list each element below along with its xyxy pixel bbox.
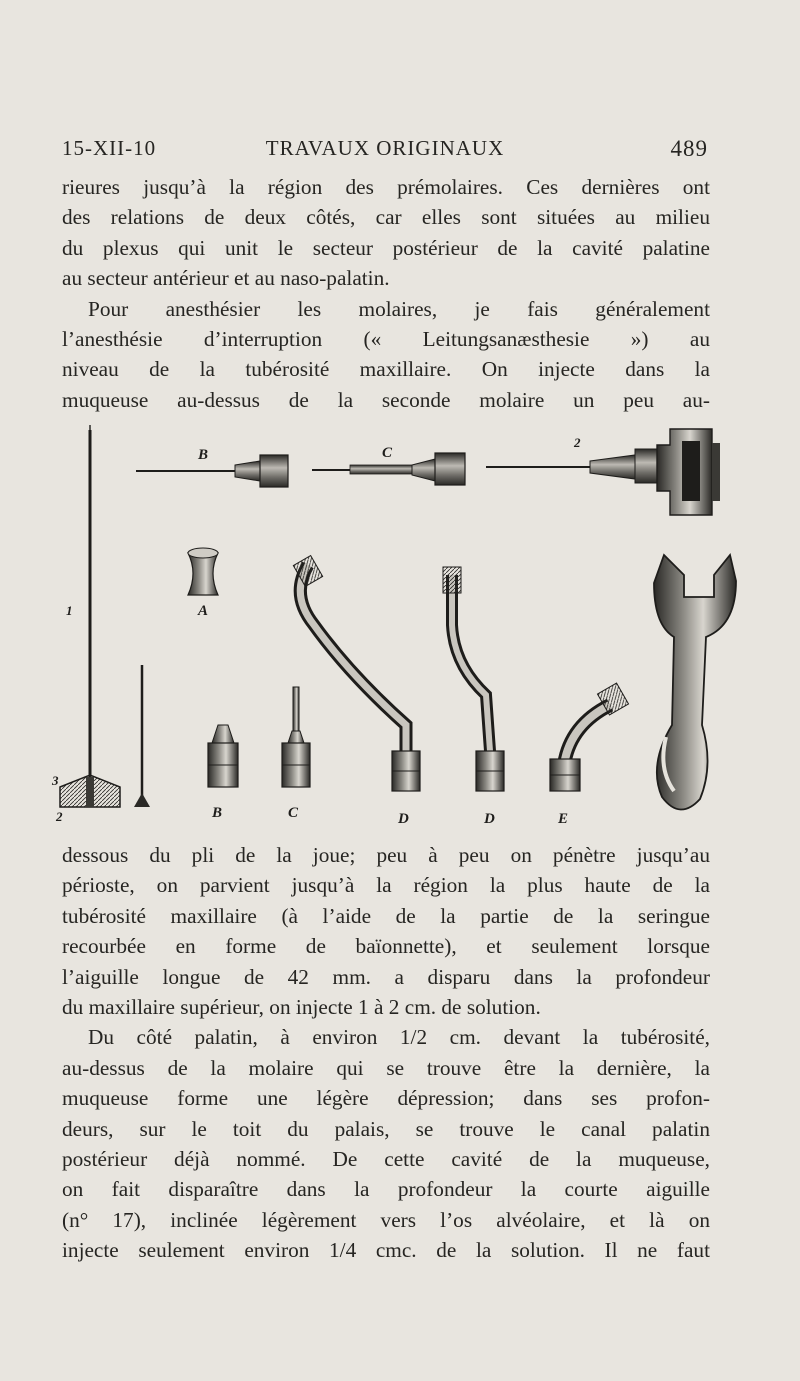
label-1: 1 xyxy=(66,603,73,618)
text-block-top xyxy=(62,172,710,415)
tip-b xyxy=(208,725,238,787)
instrument-illustration xyxy=(50,425,750,835)
label-3: 3 xyxy=(52,773,59,788)
needle-b-horizontal xyxy=(136,455,288,487)
text-line: au-dessus de la molaire qui se trouve être la dernière, la xyxy=(62,1055,710,1080)
text-line: postérieur déjà nommé. De cette cavité de la muqueuse, xyxy=(62,1146,710,1171)
label-c-bottom: C xyxy=(288,805,299,821)
text-line: Pour anesthésier les molaires, je fais généralement xyxy=(88,296,710,321)
header-date: 15-XII-10 xyxy=(62,136,157,160)
label-2-bottom: 2 xyxy=(56,809,63,824)
text-line: niveau de la tubérosité maxillaire. On injecte dans la xyxy=(62,357,710,382)
text-line: dessous du pli de la joue; peu à peu on pénètre jusqu’au xyxy=(62,843,710,867)
text-line: (n° 17), inclinée légèrement vers l’os alvéolaire, et là on xyxy=(62,1207,710,1232)
label-a: A xyxy=(198,603,209,619)
label-b-top: B xyxy=(198,447,209,463)
text-line: muqueuse au-dessus de la seconde molaire un peu au- xyxy=(62,387,710,412)
text-line: tubérosité maxillaire (à l’aide de la partie de la seringue xyxy=(62,903,710,928)
syringe-2 xyxy=(486,429,720,515)
label-d-second: D xyxy=(484,811,495,827)
text-line: du plexus qui unit le secteur postérieur de la cavité palatine xyxy=(62,235,710,260)
running-header xyxy=(62,136,708,168)
tip-d-bayonet-2 xyxy=(443,567,504,791)
wrench xyxy=(654,555,736,810)
label-e: E xyxy=(558,811,569,827)
label-d-first: D xyxy=(398,811,409,827)
tip-c xyxy=(282,687,310,787)
label-b-bottom: B xyxy=(212,805,223,821)
text-line: l’anesthésie d’interruption (« Leitungsanæsthesie ») au xyxy=(62,326,710,351)
cap-a xyxy=(188,548,218,595)
tip-d-bayonet-1 xyxy=(293,556,420,791)
text-line: au secteur antérieur et au naso-palatin. xyxy=(62,266,390,291)
text-line: on fait disparaître dans la profondeur la courte aiguille xyxy=(62,1177,710,1202)
text-line: des relations de deux côtés, car elles sont situées au milieu xyxy=(62,205,710,230)
label-c-top: C xyxy=(382,445,393,461)
text-line: deurs, sur le toit du palais, se trouve le canal palatin xyxy=(62,1116,710,1141)
text-line: du maxillaire supérieur, on injecte 1 à 2 cm. de solution. xyxy=(62,994,541,1019)
text-line: recourbée en forme de baïonnette), et seulement lorsque xyxy=(62,934,710,959)
short-needle-probe xyxy=(134,665,150,807)
text-line: l’aiguille longue de 42 mm. a disparu dans la profondeur xyxy=(62,964,710,989)
text-line: Du côté palatin, à environ 1/2 cm. devant la tubérosité, xyxy=(88,1025,710,1050)
instrument-figure xyxy=(50,425,750,835)
label-2-top: 2 xyxy=(574,435,581,450)
page-number: 489 xyxy=(670,136,708,161)
tip-e-angled xyxy=(550,683,629,791)
header-title: TRAVAUX ORIGINAUX xyxy=(265,136,505,160)
text-line: rieures jusqu’à la région des prémolaires. Ces dernières ont xyxy=(62,175,710,199)
text-line: périoste, on parvient jusqu’à la région la plus haute de la xyxy=(62,873,710,898)
text-line: injecte seulement environ 1/4 cmc. de la solution. Il ne faut xyxy=(62,1238,710,1263)
text-block-bottom xyxy=(62,840,710,1265)
text-line: muqueuse forme une légère dépression; dans ses profon- xyxy=(62,1086,710,1111)
